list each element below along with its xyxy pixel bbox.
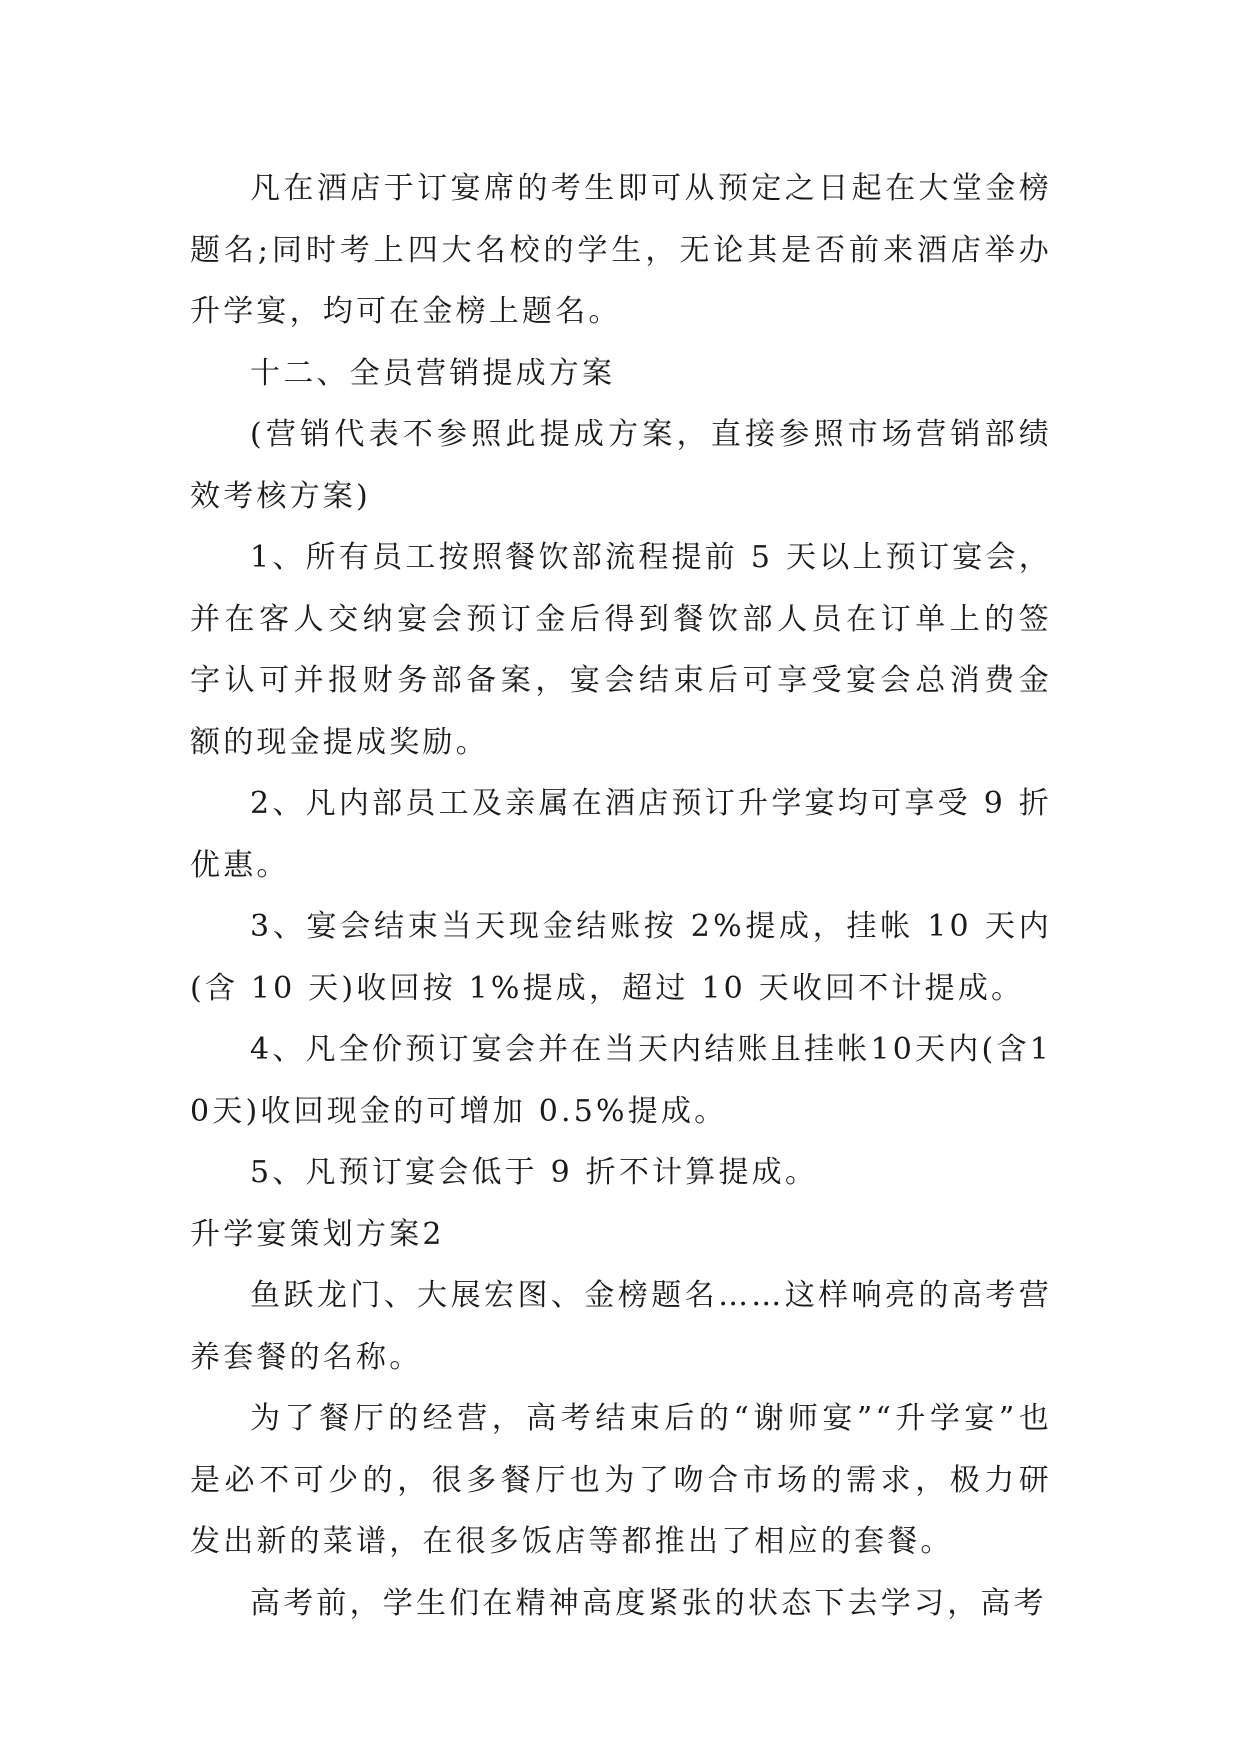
- paragraph-before-exam: 高考前，学生们在精神高度紧张的状态下去学习，高考: [250, 1585, 1047, 1621]
- paragraph-item-1: 1、所有员工按照餐饮部流程提前 5 天以上预订宴会，并在客人交纳宴会预订金后得到餐饮部人员在订单上的签字认可并报财务部备案，宴会结束后可享受宴会总消费金额的现金提成奖励。: [190, 540, 1052, 760]
- section-title: 升学宴策划方案2: [190, 1216, 445, 1252]
- paragraph-golden-list: 凡在酒店于订宴席的考生即可从预定之日起在大堂金榜题名;同时考上四大名校的学生，无论其是否前来酒店举办升学宴，均可在金榜上题名。: [190, 171, 1052, 329]
- paragraph-restaurant: 为了餐厅的经营，高考结束后的“谢师宴”“升学宴”也是必不可少的，很多餐厅也为了吻合市场的需求，极力研发出新的菜谱，在很多饭店等都推出了相应的套餐。: [190, 1401, 1052, 1559]
- paragraph-dish-names: 鱼跃龙门、大展宏图、金榜题名……这样响亮的高考营养套餐的名称。: [190, 1278, 1052, 1375]
- paragraph-heading-twelve: 十二、全员营销提成方案: [250, 355, 616, 391]
- paragraph-note: (营销代表不参照此提成方案，直接参照市场营销部绩效考核方案): [190, 417, 1052, 514]
- paragraph-item-4: 4、凡全价预订宴会并在当天内结账且挂帐10天内(含10天)收回现金的可增加 0.5%提成。: [190, 1032, 1052, 1129]
- paragraph-item-2: 2、凡内部员工及亲属在酒店预订升学宴均可享受 9 折优惠。: [190, 786, 1052, 883]
- paragraph-item-3: 3、宴会结束当天现金结账按 2%提成，挂帐 10 天内(含 10 天)收回按 1%提成，超过 10 天收回不计提成。: [190, 909, 1052, 1006]
- document-page: [190, 158, 1052, 1634]
- paragraph-item-5: 5、凡预订宴会低于 9 折不计算提成。: [250, 1155, 819, 1190]
